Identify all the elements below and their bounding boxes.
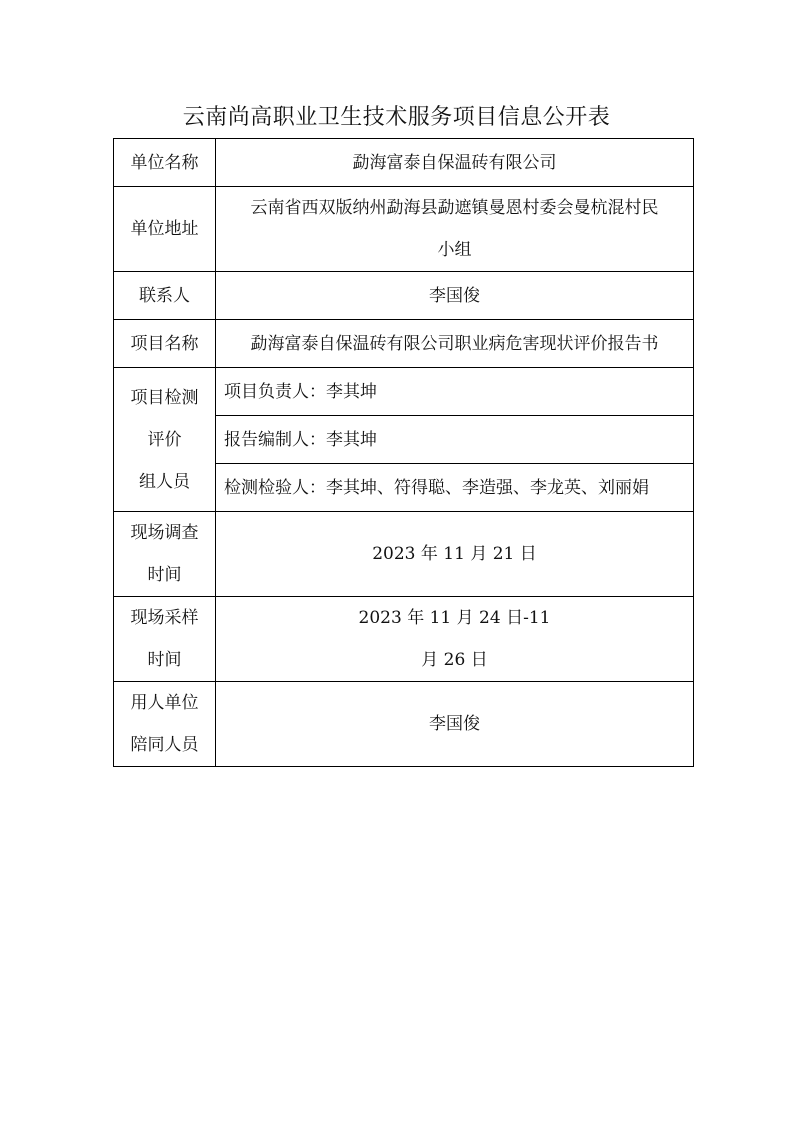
unit-name-value: 勐海富泰自保温砖有限公司 [216,139,694,187]
info-table [113,138,694,767]
row-team-leader [114,368,694,416]
team-inspectors-value: 检测检验人：李其坤、符得聪、李造强、李龙英、刘丽娟 [216,464,694,512]
unit-address-label: 单位地址 [114,187,216,272]
team-label [114,368,216,512]
sampling-time-label-line-2: 时间 [147,650,182,670]
survey-time-label-line-2: 时间 [147,565,182,585]
team-label-line-1: 项目检测 [130,387,199,408]
row-contact [114,272,694,320]
accompany-label-line-2: 陪同人员 [130,735,199,755]
survey-time-value: 2023 年 11 月 21 日 [216,512,694,597]
row-accompany [114,682,694,767]
accompany-label-line-1: 用人单位 [130,693,199,713]
sampling-time-line-2: 月 26 日 [421,650,488,670]
project-name-value: 勐海富泰自保温砖有限公司职业病危害现状评价报告书 [216,320,694,368]
contact-value: 李国俊 [216,272,694,320]
team-label-line-2: 评价 [147,429,182,450]
sampling-time-label [114,597,216,682]
unit-address-value [216,187,694,272]
accompany-value: 李国俊 [216,682,694,767]
team-label-line-3: 组人员 [139,471,190,492]
sampling-time-label-line-1: 现场采样 [130,608,199,628]
unit-name-label: 单位名称 [114,139,216,187]
unit-address-line-2: 小组 [437,240,472,260]
row-project-name [114,320,694,368]
team-leader-value: 项目负责人：李其坤 [216,368,694,416]
survey-time-label-line-1: 现场调查 [130,523,199,543]
accompany-label [114,682,216,767]
row-survey-time [114,512,694,597]
row-unit-name [114,139,694,187]
survey-time-label [114,512,216,597]
row-sampling-time [114,597,694,682]
unit-address-line-1: 云南省西双版纳州勐海县勐遮镇曼恩村委会曼杭混村民 [250,198,659,218]
contact-label: 联系人 [114,272,216,320]
sampling-time-line-1: 2023 年 11 月 24 日-11 [358,608,551,628]
project-name-label: 项目名称 [114,320,216,368]
sampling-time-value [216,597,694,682]
page-title: 云南尚高职业卫生技术服务项目信息公开表 [182,105,611,130]
row-unit-address [114,187,694,272]
team-writer-value: 报告编制人：李其坤 [216,416,694,464]
